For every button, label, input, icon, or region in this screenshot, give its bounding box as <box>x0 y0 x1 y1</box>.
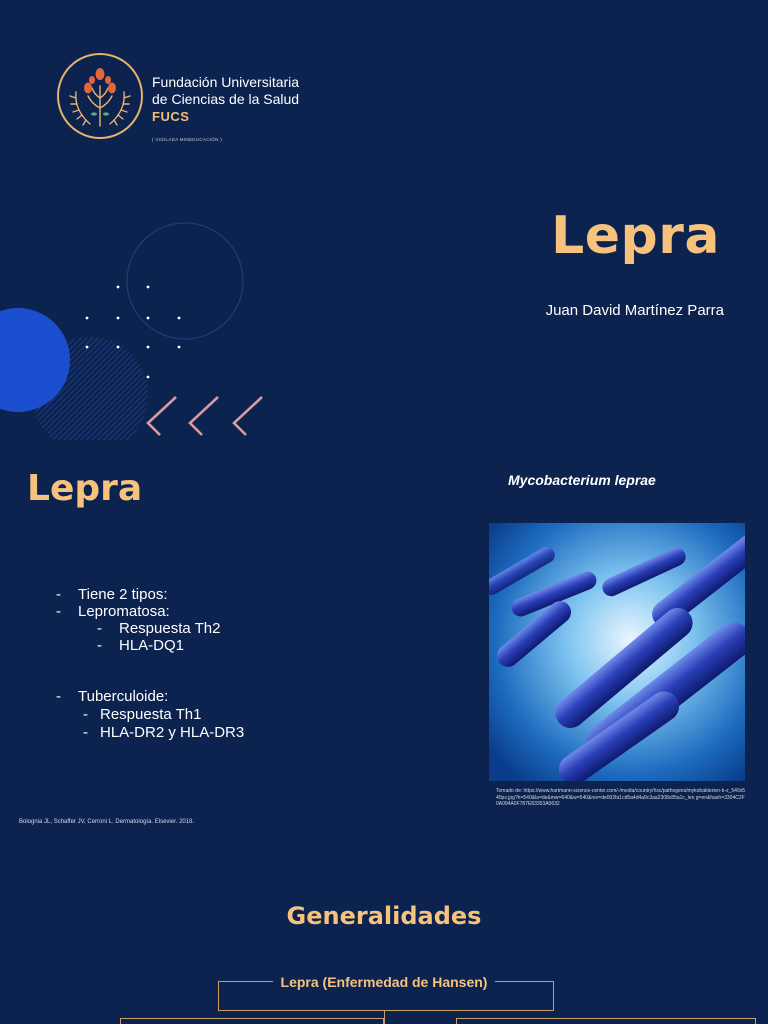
diagram-child-box-right <box>456 1018 756 1024</box>
slide-title: Generalidades <box>286 902 482 930</box>
list-item: - Respuesta Th1 <box>83 706 202 723</box>
slide-title: Lepra <box>551 206 720 266</box>
lepra-types-slide <box>0 440 768 860</box>
generalidades-slide <box>0 860 768 1024</box>
logo-tagline: ( VIGILADA MINEDUCACIÓN ) <box>152 137 223 142</box>
diagram-child-box-left <box>120 1018 384 1024</box>
decorative-shapes <box>0 215 280 440</box>
figure-caption: Mycobacterium leprae <box>508 472 656 488</box>
list-item: - Tiene 2 tipos: <box>56 586 168 603</box>
author-name: Juan David Martínez Parra <box>545 302 724 319</box>
logo-line-2: de Ciencias de la Salud <box>152 91 300 107</box>
diagram-connector <box>384 1011 385 1024</box>
list-item: - Respuesta Th2 <box>97 620 221 637</box>
fucs-logo <box>56 52 316 144</box>
citation: Bolognia JL, Schaffer JV, Cerroni L. Dermatología. Elsevier. 2018. <box>19 819 195 825</box>
image-credit: Tomado de: https://www.hartmann-science-center.com/-/media/country/hsc/pathogens/mykobakterien-b-z_540x540px.jpg?h=540&la=de&mw=640&w=540&rev=de002fa1cd5a4d4a9c3aa2308c85a1c_len g=en&hash=3304C2F0A094A0F787E83353A0632 <box>496 788 746 807</box>
title-slide <box>0 0 768 440</box>
slide-title: Lepra <box>27 468 143 509</box>
mycobacterium-image <box>489 523 745 781</box>
fucs-seal-icon <box>56 52 144 140</box>
list-item: - HLA-DR2 y HLA-DR3 <box>83 724 245 741</box>
list-item: - Lepromatosa: <box>56 603 170 620</box>
diagram-root-label: Lepra (Enfermedad de Hansen) <box>0 974 768 990</box>
list-item: - HLA-DQ1 <box>97 637 185 654</box>
list-item: - Tuberculoide: <box>56 688 169 705</box>
logo-line-1: Fundación Universitaria <box>152 74 300 90</box>
logo-line-fucs: FUCS <box>152 109 190 124</box>
